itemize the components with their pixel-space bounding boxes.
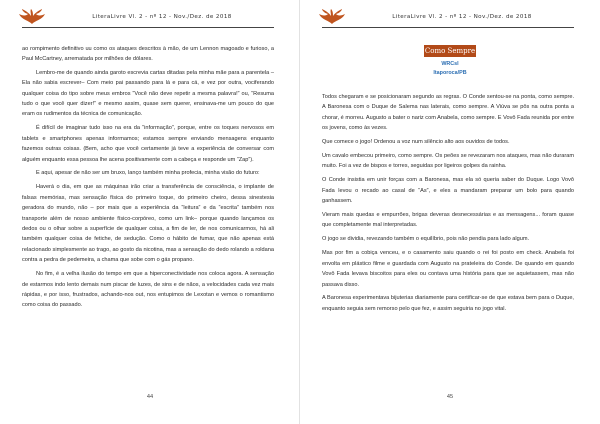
paragraph: Haverá o dia, em que as máquinas irão criar a transferência de consciência, o implante de falsas memórias, mas sensação física do primeiro toque, do primeiro cheiro, dessa sinestesia geradora do mundo, não – por mais que a experiência da “leitura” e da “escrita” também nos transporte além de nosso ambiente físico-corpóreo, como um link– porque quando lançamos os dedos ou o olhar sobre a superfície de qualquer coisa, a fim de ler, de nos comunicarmos, há ali também qualquer coisa de fetiche, de sedução. Como o hábito de fumar, que não apenas está relacionado simplesmente ao trago, ao gosto da nicotina, mas a sensação do dedo rolando a roldana contra a pedra de pedemeira, a chama que sobe com o gás propano. — [22, 184, 274, 264]
left-header — [18, 8, 278, 26]
paragraph: ao rompimento definitivo uu como os ataques descritos à mão, de um Lennon magoado e furioso, a Paul McCartney, arrematada por milhões de dólares. — [22, 45, 274, 62]
story-title: Como Sempre — [424, 47, 476, 55]
right-page — [300, 0, 600, 424]
header-rule — [322, 27, 574, 28]
page-number: 45 — [446, 394, 454, 400]
running-header: LiteraLivre Vl. 2 - nº 12 - Nov./Dez. de 2018 — [92, 14, 232, 20]
author-name: WRCsl — [441, 61, 459, 67]
paragraph: O jogo se dividia, revezando também o equilíbrio, pois não pendia para lado algum. — [322, 236, 530, 243]
running-header: LiteraLivre Vl. 2 - nº 12 - Nov./Dez. de 2018 — [392, 14, 532, 20]
paragraph: No fim, é a velha ilusão do tempo em que a hiperconectividade nos coloca agora. A sensação de estarmos indo lento demais num piscar de luzes, de sins e de nãos, a velocidades cada vez mais rápidas, e por isso, frustrados, achando-nos out, nos entupimos de Lexotan e vemos o romantismo como coisa do passado. — [22, 271, 274, 309]
right-body-text — [322, 92, 574, 314]
paragraph: A Baronesa experimentava bijuterias diariamente para certificar-se de que estava bem para o Duque, enquanto seguia sem remorso pelo que fez, e assim seguiria no jogo vital. — [322, 295, 574, 312]
paragraph: O Conde insistia em unir forças com a Baronesa, mas ela só queria saber do Duque. Logo Vovô Fada levou o recado ao casal de “As”, e eles a mandaram preparar um bolo para quando ganhassem. — [322, 177, 574, 205]
page-number: 44 — [146, 394, 154, 400]
paragraph: Que comece o jogo! Ordenou a voz num silêncio alto aos ouvidos de todos. — [322, 139, 510, 146]
left-body-text — [22, 40, 274, 311]
paragraph: Um cavalo embecou primeiro, como sempre. Os peões se revezaram nos ataques, mas não duraram muito. Foi a vez de bispos e torres, seguidas por ligeiros golpes da rainha. — [322, 153, 574, 170]
paragraph: É difícil de imaginar tudo isso na era da “informação”, porque, entre os toques nervosos em tablets e smartphones apenas informamos; estamos sempre enviando mensagens enquanto fazemos outras coisas. (Bem, acho que você certamente já teve a experiência de conversar com alguém enquanto essa pessoa lhe acena positivamente com a cabeça e responde um “Zap”). — [22, 125, 274, 163]
paragraph: Vieram mais quedas e empurrões, brigas deveras desnecessárias e as mensagens... foram quase que completamente mal interpretadas. — [322, 212, 574, 229]
phoenix-logo-icon — [318, 8, 346, 26]
paragraph: Lembro-me de quando ainda garoto escrevia cartas ditadas pela minha mãe para a parentela – Ela não sabia escrever– Com meio pai passando para lá e para cá, e vez por outra, vociferando qualquer coisa do tipo sobre meus embros “Você não deve repetir a mesma palavra!” ou, “Resuma tudo o que você quer dizer!” e mesmo assim, quase sem querer, ensinava-me um pouco do que eram os rudimentos da técnica de comunicação. — [22, 69, 274, 118]
paragraph: Todos chegaram e se posicionaram segundo as regras. O Conde sentou-se na ponta, como sempre. A Baronesa com o Duque de Salema nas laterais, como sempre. A Viúva se pôs na outra ponta a chorar, é morreu. Augusto a bater o nariz com Anabela, como sempre. E Vovô Fada reunida por entre os jovens, como às vezes. — [322, 94, 574, 132]
author-city: Itaporoca/PB — [433, 70, 467, 76]
author-block — [400, 60, 500, 78]
paragraph: E aqui, apesar de não ser um bruxo, lanço também minha profecia, minha visão do futuro: — [36, 170, 260, 177]
paragraph: Mas por fim a cobiça venceu, e o casamento saiu quando o rei foi posto em check. Anabela foi envolta em plástico filme e guardada com Augusto na prateleira do Conde. De quando em quando Vovô Fada levava biscoitos para eles ou contava uma história para que se aquietassem, mas não passava disso. — [322, 250, 574, 288]
header-rule — [22, 27, 274, 28]
phoenix-logo-icon — [18, 8, 46, 26]
right-header — [318, 8, 578, 26]
